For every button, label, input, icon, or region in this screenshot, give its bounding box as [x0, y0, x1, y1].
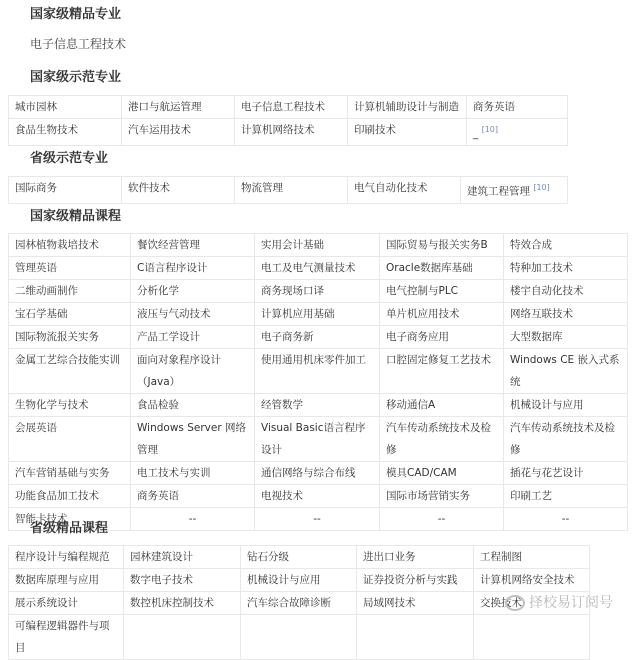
table-cell: 液压与气动技术 — [131, 303, 255, 326]
table-cell: -- — [255, 508, 380, 531]
table-cell: 楼宇自动化技术 — [504, 280, 628, 303]
table-body — [9, 234, 628, 531]
table-cell: -- — [380, 508, 504, 531]
table-cell: 计算机辅助设计与制造 — [348, 96, 467, 119]
table-row — [9, 326, 628, 349]
table-cell: 数控机床控制技术 — [124, 592, 241, 615]
national-quality-course-table — [8, 233, 628, 531]
table-cell: 计算机网络技术 — [235, 119, 348, 146]
table-cell: 汽车营销基础与实务 — [9, 462, 131, 485]
table-cell: 电子商务应用 — [380, 326, 504, 349]
cell-text: 建筑工程管理 — [467, 185, 530, 198]
table-cell: 模具CAD/CAM — [380, 462, 504, 485]
table-row — [9, 177, 568, 204]
table-row — [9, 417, 628, 462]
table-cell: 使用通用机床零件加工 — [255, 349, 380, 394]
cell-text: _ — [473, 127, 479, 140]
footnote-link[interactable]: [10] — [533, 183, 550, 192]
table-cell: 机械设计与应用 — [241, 569, 357, 592]
table-cell: 单片机应用技术 — [380, 303, 504, 326]
table-cell — [124, 615, 241, 660]
national-demo-major-table — [8, 95, 568, 146]
table-cell — [357, 615, 474, 660]
table-row — [9, 349, 628, 394]
table-cell: 国际商务 — [9, 177, 122, 204]
table-cell: 软件技术 — [122, 177, 235, 204]
major-item: 电子信息工程技术 — [30, 37, 127, 51]
table-cell: 城市园林 — [9, 96, 122, 119]
table-cell: 商务现场口译 — [255, 280, 380, 303]
table-row — [9, 234, 628, 257]
table-cell: 国际物流报关实务 — [9, 326, 131, 349]
table-cell: 商务英语 — [467, 96, 568, 119]
table-cell: 食品生物技术 — [9, 119, 122, 146]
table-cell: 园林建筑设计 — [124, 546, 241, 569]
table-cell: 汽车综合故障诊断 — [241, 592, 357, 615]
section-title-provincial-quality-course: 省级精品课程 — [30, 521, 109, 536]
table-cell: 港口与航运管理 — [122, 96, 235, 119]
table-cell: 电子商务新 — [255, 326, 380, 349]
table-cell: 金属工艺综合技能实训 — [9, 349, 131, 394]
table-cell: 电气自动化技术 — [348, 177, 461, 204]
section-title-national-quality-course: 国家级精品课程 — [30, 209, 122, 224]
table-cell: 二维动画制作 — [9, 280, 131, 303]
table-cell: 移动通信A — [380, 394, 504, 417]
table-cell: 网络互联技术 — [504, 303, 628, 326]
table-row — [9, 462, 628, 485]
table-cell: 智能卡技术 — [9, 508, 131, 531]
table-cell: 生物化学与技术 — [9, 394, 131, 417]
watermark — [505, 592, 613, 612]
table-cell: 计算机网络安全技术 — [474, 569, 590, 592]
section-title-national-quality-major: 国家级精品专业 — [30, 7, 122, 22]
table-cell: 食品检验 — [131, 394, 255, 417]
table-cell: 会展英语 — [9, 417, 131, 462]
table-cell: 国际贸易与报关实务B — [380, 234, 504, 257]
table-cell: 电气控制与PLC — [380, 280, 504, 303]
table-cell: Oracle数据库基础 — [380, 257, 504, 280]
table-cell: 电视技术 — [255, 485, 380, 508]
table-cell — [467, 119, 568, 146]
table-cell: 口腔固定修复工艺技术 — [380, 349, 504, 394]
table-cell: 管理英语 — [9, 257, 131, 280]
table-row — [9, 394, 628, 417]
table-cell: 数字电子技术 — [124, 569, 241, 592]
section-title-provincial-demo-major: 省级示范专业 — [30, 151, 109, 166]
table-cell: 数据库原理与应用 — [9, 569, 124, 592]
table-row — [9, 303, 628, 326]
table-cell — [461, 177, 568, 204]
table-cell: 特效合成 — [504, 234, 628, 257]
table-cell: 通信网络与综合布线 — [255, 462, 380, 485]
provincial-demo-major-table — [8, 176, 568, 204]
table-row — [9, 546, 590, 569]
table-row — [9, 119, 568, 146]
table-cell: 钻石分级 — [241, 546, 357, 569]
table-row — [9, 592, 590, 615]
table-cell: 产品工学设计 — [131, 326, 255, 349]
table-row — [9, 96, 568, 119]
table-cell: 国际市场营销实务 — [380, 485, 504, 508]
table-cell: 电工技术与实训 — [131, 462, 255, 485]
table-cell — [241, 615, 357, 660]
provincial-quality-course-table — [8, 545, 590, 660]
table-cell: Visual Basic语言程序设计 — [255, 417, 380, 462]
table-row — [9, 280, 628, 303]
table-cell: 电工及电气测量技术 — [255, 257, 380, 280]
table-cell: 物流管理 — [235, 177, 348, 204]
table-cell: 机械设计与应用 — [504, 394, 628, 417]
footnote-link[interactable]: [10] — [481, 125, 499, 134]
table-cell: 可编程逻辑器件与项目 — [9, 615, 124, 660]
table-cell: 商务英语 — [131, 485, 255, 508]
table-cell: Windows Server 网络管理 — [131, 417, 255, 462]
table-cell: 工程制图 — [474, 546, 590, 569]
table-cell: 汽车传动系统技术及检修 — [504, 417, 628, 462]
table-row — [9, 257, 628, 280]
table-cell: 汽车运用技术 — [122, 119, 235, 146]
table-cell: 宝石学基础 — [9, 303, 131, 326]
watermark-text: 择校易订阅号 — [529, 595, 613, 611]
table-cell: 局域网技术 — [357, 592, 474, 615]
table-cell: 插花与花艺设计 — [504, 462, 628, 485]
table-cell — [474, 615, 590, 660]
table-cell: 特种加工技术 — [504, 257, 628, 280]
table-cell: 计算机应用基础 — [255, 303, 380, 326]
table-cell: -- — [504, 508, 628, 531]
table-cell: 餐饮经营管理 — [131, 234, 255, 257]
table-row — [9, 615, 590, 660]
table-row — [9, 485, 628, 508]
table-cell: 实用会计基础 — [255, 234, 380, 257]
table-row — [9, 569, 590, 592]
section-title-national-demo-major: 国家级示范专业 — [30, 70, 122, 85]
table-cell: 功能食品加工技术 — [9, 485, 131, 508]
table-body — [9, 546, 590, 660]
table-cell: Windows CE 嵌入式系统 — [504, 349, 628, 394]
table-cell: C语言程序设计 — [131, 257, 255, 280]
table-cell: 园林植物栽培技术 — [9, 234, 131, 257]
table-cell: 面向对象程序设计（Java） — [131, 349, 255, 394]
table-cell: 印刷技术 — [348, 119, 467, 146]
table-cell: 交换技术 — [474, 592, 590, 615]
table-cell: 印刷工艺 — [504, 485, 628, 508]
table-cell: -- — [131, 508, 255, 531]
table-cell: 经管数学 — [255, 394, 380, 417]
table-cell: 证券投资分析与实践 — [357, 569, 474, 592]
wechat-icon — [505, 595, 525, 611]
table-cell: 汽车传动系统技术及检修 — [380, 417, 504, 462]
table-cell: 电子信息工程技术 — [235, 96, 348, 119]
table-cell: 大型数据库 — [504, 326, 628, 349]
table-cell: 进出口业务 — [357, 546, 474, 569]
table-cell: 分析化学 — [131, 280, 255, 303]
table-cell: 程序设计与编程规范 — [9, 546, 124, 569]
table-cell: 展示系统设计 — [9, 592, 124, 615]
